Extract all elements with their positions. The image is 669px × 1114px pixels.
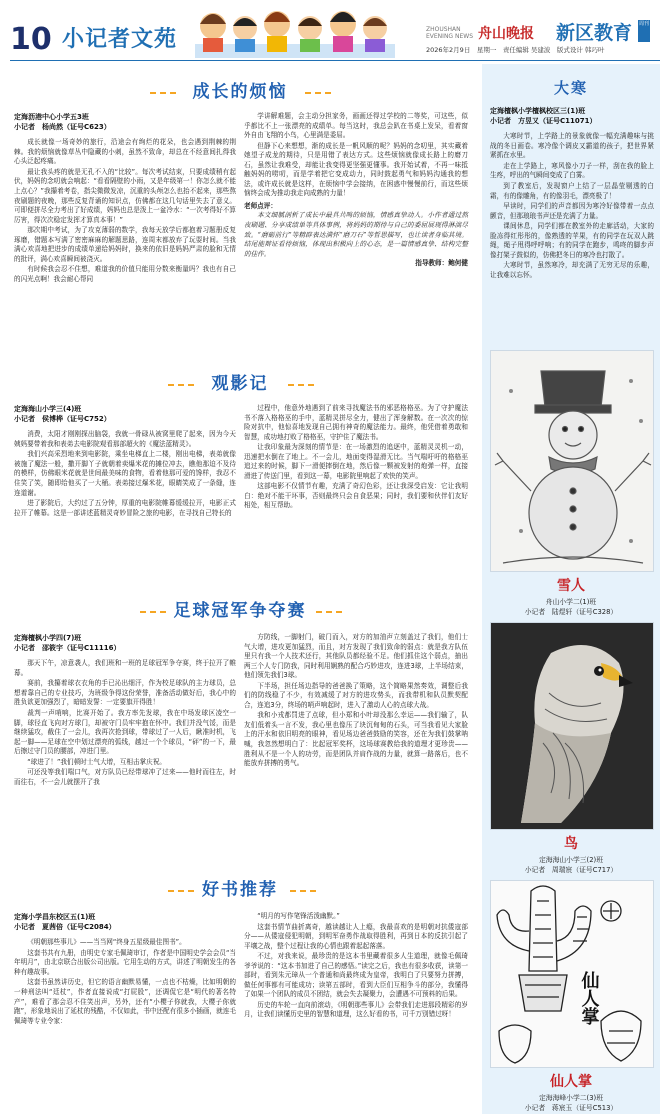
drawing-caption-snowman: 舟山小学二(1)班 小记者 陆煜轩（证号C328） [524, 598, 618, 616]
article4-school: 定海小学昌东校区五(1)班 [14, 913, 96, 921]
cactus-inner-text: 仙人掌 [578, 971, 600, 1025]
paragraph: “明月的写作笔锋活泼幽默。” [257, 912, 340, 920]
paragraph: 让我印象最为深刻的情节是：在一场激烈的追逐中，蓝精灵灵机一动，迅速把水倒在了地上。不一会儿，地面变得湿滑无比。当气喘吁吁的格格巫追过来的时候，脚下一滑便摔倒在地，然后像一颗被发射的炮弹一样，直接滑进了传送门里，看到这一幕，电影院里响起了欢快的笑声。 [244, 443, 468, 480]
title-decoration [316, 611, 342, 613]
edition-badge: 周刊 [638, 20, 650, 42]
paragraph: 大寒时节，虽然寒冷，却充满了无穷无尽的乐趣，让我难以忘怀。 [490, 261, 654, 279]
paragraph: 消费，太阳才刚刚探出脑袋，我就一骨碌从被窝里爬了起来，因为今天姨妈要带着我和表弟去电影院观看那部超火的《魔法蓝精灵》。 [14, 430, 236, 448]
paragraph: 这套书情节曲折离奇，越读越让人上瘾，我最喜欢的是明朝对抗倭寇部分——从倭寇侵犯明朝，到明军奋勇作战取得胜利，再到日本的反抗引起了平壤之战，整个过程让我的心情也跟着起起落落。 [244, 922, 468, 950]
section-title: 小记者文苑 [62, 27, 178, 52]
article1-col2 [244, 112, 468, 269]
paragraph: 我和小戎都罚进了点球，但小郑和小叶却没那么幸运——我们输了，队友们低着头一言不发，我心里也像压了块沉甸甸的石头，可当我看见大家脸上的汗水和依旧明亮的眼神，看见场边爸爸鼓励的笑容，还在为我们鼓掌呐喊，我忽然想明白了：比起冠军奖杯，这场球赛教给我的道理才更珍贵——胜利从不是一个人的功劳，而是团队并肩作战的力量，就算一路落后，也不能放弃拼搏的勇气。 [244, 711, 468, 768]
paragraph: 学讲解难题，会主动分担家务，画画还得过学校的二等奖，可这些，似乎都比不上一张漂亮的成绩单。每当这时，我总会趴在书桌上发呆，看着窗外自由飞翔的小鸟，心里满是委屈。 [244, 112, 468, 140]
article-title-movie: 观影记 [211, 374, 269, 394]
paragraph: 裁判一声哨响，比赛开始了。我方率先发球，我在中场发球区凌空一脚，球径直飞向对方球门，却被守门员牢牢抱在怀中。我们并没气馁，而是继续猛攻，截住了一会儿，我再次抢到球，带球过了一人后，瞅准时机，飞起一脚——足球在空中划过漂亮的弧线，越过一个个球员，“砰”的一下，最后擦过守门员的腰部，冲进门里。 [14, 709, 236, 756]
paragraph: 历史的车轮一直向前滚动，《明朝那些事儿》会带我们走进那段精彩的岁月，让我们读懂历史里的智慧和道理，这么好看的书，可千万别错过呀！ [244, 1000, 468, 1019]
article3-author: 小记者 邵筱宇（证号C11116） [14, 644, 121, 653]
title-decoration [305, 92, 331, 94]
drawing-title-cactus: 仙人掌 [550, 1074, 592, 1090]
paragraph: 我们兴高采烈地来到电影院，乘坐电梯直上二楼，刚出电梯，表弟就像被施了魔法一般，撒开脚丫子就朝着卖爆米花的摊位冲去，瞧他那迫不及待的模样，仿佛眼米花就是世间最美味的食物，看着他那可爱的馋样，我忍不住笑了笑，随即给他买了一大桶。表弟接过爆米花，眼睛笑成了一条缝，连连道谢。 [14, 450, 236, 497]
article4-col1 [14, 912, 236, 1027]
paragraph: 那次期中考试，为了攻克薄弱的数学，我每天放学后都抱着习题册反复琢磨，错题本写满了密密麻麻的解题思路，连周末都放弃了玩耍时间。当我满心欢喜地把进步的成绩单递给妈妈时，换来的依旧是妈妈严肃的脸和无情的批评，满心欢喜瞬间被浇灭。 [14, 226, 236, 263]
article3-col2 [244, 633, 468, 770]
page-number: 10 [10, 22, 52, 57]
teacher-comment: 本文细腻剖析了成长中最具共鸣的烦恼，情感真挚动人。小作者通过熬夜刷题、分享成绩单等具体事例，将妈妈的期待与自己的委屈展现得淋漓尽致。“磨砺前行”等精辟表达满怀“磨刀石”等哲思描写，也让读者身临其境。结尾能辩证看待烦恼，体现出积极向上的心态，是一篇情感真挚、结构完整的佳作。 [244, 211, 468, 258]
edition-title: 新区教育 [556, 22, 633, 44]
paragraph: “球进了！”我们顿时士气大增，互相击掌庆祝。 [27, 757, 166, 766]
article2-col2 [244, 404, 468, 512]
paragraph: 成长就像一场奇妙的旅行，沿途会有绚烂的花朵，也会遇到荆棘的荆棘。我的烦恼就像草丛中隐藏的小刺，虽然不致命，却总在不经意间扎得我心头泛起疼痛。 [14, 138, 236, 166]
paragraph: 赛前，我攥着球衣衣角的手已沁出细汗，作为校足球队的主力球员，总想着靠自己的专业技巧，为班级争得这份荣誉，准备活动做好后，我心中的胜负欲更加强烈了，暗暗发誓：一定要旗开得胜！ [14, 679, 236, 707]
cactus-icon [491, 881, 654, 1068]
article1-school: 定海沥港中心小学五3班 [14, 113, 89, 121]
paragraph: 大寒时节，上学路上的景象就像一幅充满趣味与挑战的冬日画卷。寒冷像个调皮又霸道的孩子，把世界紧紧抓在水里。 [490, 132, 654, 160]
paragraph: 这部电影不仅情节有趣，充满了奇幻色彩，还让我深受启发：它让我明白：绝对不能干坏事，否则最终只会自食恶果；同时，我们要和伙伴们友好相处，相互帮助。 [244, 482, 468, 510]
paragraph: 这套书共有九册，由明史专家毛佩琦审订，作者是中国明史学会会员“当年明月”，由北京联合出版公司出版。它用生动的方式，讲述了明朝发生的各种有趣故事。 [14, 948, 236, 976]
snowman-icon [491, 351, 654, 572]
paragraph: 课间休息，同学们都在教室外的走廊活动，大家的脸冻得红彤彤的，像熟透的苹果，有的同学在玩双人跳绳，绳子甩得呼呼响；有的同学在跑步，鸣咚的脚步声像打架子鼓似的，仿佛把冬日的寒冷也打散了。 [490, 222, 654, 259]
right-article-body [490, 106, 654, 281]
paragraph: 那天下午，凉意袭人，我们班和一班的足球冠军争夺赛，终于拉开了帷幕。 [14, 659, 236, 677]
drawing-caption-bird: 定海海山小学三(2)班 小记者 周瑞宸（证号C717） [524, 856, 618, 874]
article2-school: 定海海山小学三(4)班 [14, 405, 82, 413]
article-title-book: 好书推荐 [202, 880, 278, 900]
right-sidebar [482, 64, 660, 1114]
teacher-signature: 指导教师：鲍何健 [415, 259, 468, 268]
paragraph: 方防线，一脚射门，破门而入，对方的加油声立刻盖过了我们，他们士气大增，进攻更加猛烈，而且，对方发现了我们致命的弱点：就是我方队伍里只有我一个人技术还行，其他队员都经验不足。他们抓住这个弱点，抽出两三个人专门防我，同时利用娴熟的配合巧妙进攻，连进3球，上半场结束，他们领先我们3球。 [244, 633, 468, 680]
article-title-football: 足球冠军争夺赛 [173, 601, 307, 621]
right-article-school: 定海檀枫小学檀枫校区三(1)班 [490, 107, 586, 115]
drawing-caption-cactus: 定海海峰小学二(3)班 小记者 蒋宸玉（证号C513） [524, 1094, 618, 1112]
date-line: 2026年2月9日 星期一 责任编辑 吴建波 版式设计 韩巧叶 [426, 46, 605, 54]
teacher-comment-heading: 老师点评： [244, 201, 277, 210]
paragraph: 有时候我会忍不住想，难道我的价值只能用分数来衡量吗？我也有自己的闪光点啊！我会耐心帮同 [14, 265, 236, 283]
paragraph: 不过，对我来说，最珍贵的是这本书里藏着很多人生道理，就像毛佩琦爷爷说的：“这本书加进了自己的感悟。”读完之后，我也有很多收获，读第一部时，看到朱元璋从一个普通和尚最终成为皇帝，我明白了只要努力拼搏，做任何事都有可能成功；读第五部时，看到大臣们互相争斗的部分，我懂得了如果一个团队的成员不团结，就会失去凝聚力，会遭遇不可预料的后果。 [244, 952, 468, 999]
paragraph: 进了影院后，大约过了五分钟，厚重的电影院帷幕缓缓拉开，电影正式拉开了帷幕。这是一部讲述蓝精灵奇妙冒险之旅的电影，在寻找自己特长的 [14, 499, 236, 517]
article3-school: 定海檀枫小学四(7)班 [14, 634, 82, 642]
paragraph: 到了教室后，发现窗户上结了一层晶莹剔透的白霜，有的像雕角，有的像羽毛，漂亮极了！ [490, 182, 654, 200]
header-divider [10, 60, 660, 61]
title-decoration [290, 890, 316, 892]
paragraph: 这套书虽然讲历史，但它的语言幽默易懂，一点也不枯燥，比如明朝的一种刑法叫“廷杖”，作者直接说成“打屁股”，还调侃它是“明代的著名特产”，难看了那会忍不住笑出声，另外，还有“小樱子你就我，大樱子你就跑”，形象地说出了延杖的残酷，不仅如此，书中还配有很多小插画，就连毛佩琦等专业令家： [14, 978, 236, 1025]
paragraph: 走在上学路上，寒风像小刀子一样，刮在我的脸上生疼，呼出的气瞬间变成了白雾。 [490, 161, 654, 180]
bird-drawing [490, 622, 654, 830]
article3-col1 [14, 633, 236, 788]
paper-english-name: ZHOUSHAN EVENING NEWS [426, 26, 474, 41]
paragraph: 过程中，他意外地遇到了前来寻找魔法书的邪恶格格巫。为了守护魔法书不落入格格巫的手中，蓝精灵拼尽全力，健出了浑身解数。在一次次的惊险对抗中，他惊喜地发现自己拥有神奇的魔法能力。最终，他凭借着勇敢和智慧，成功地打败了格格巫，守护住了魔法书。 [244, 404, 468, 441]
article4-col2 [244, 912, 468, 1021]
cactus-drawing [490, 880, 654, 1068]
drawing-title-snowman: 雪人 [557, 578, 585, 594]
right-article-author: 小记者 方昱又（证号C11071） [490, 117, 597, 126]
children-illustration [195, 4, 395, 58]
drawing-title-bird: 鸟 [564, 836, 578, 852]
article2-author: 小记者 侯博桦（证号C752） [14, 415, 111, 424]
article1-col1 [14, 112, 236, 285]
paragraph: 下半场，担任场边指导的爸爸换了策略，这个简略果然奏效，调整后我们的防线稳了不少，有效减缓了对方的进攻势头，而我带机和队员默契配合，连追3分，终场的哨声响起时，进入了激动人心的点球大战。 [244, 681, 468, 709]
paragraph: 早读时，同学们的声音都因为寒冷好像带着一点点颤音，但那琅琅书声还是充满了力量。 [490, 202, 654, 220]
snowman-drawing [490, 350, 654, 572]
page-header [0, 0, 669, 64]
article4-author: 小记者 夏茜倍（证号C2084） [14, 923, 116, 932]
paper-name: 舟山晚报 [478, 26, 534, 42]
article1-author: 小记者 杨尚然（证号C623） [14, 123, 111, 132]
paragraph: 可还没等我们喘口气，对方队员已经带球冲了过来——他时而往左，时而往右，不一会儿就摆开了我 [14, 768, 236, 786]
paragraph: 但静下心来想想，渐的成长是一帆风顺的呢？妈妈的念叨里，其实藏着她望子成龙的期待，只是用错了表达方式。这些烦恼就像成长路上的磨刀石，虽然让我难受，却能让我变得更坚强更懂事。我开始试着，不再一味抵触妈妈的唠叨，而是学着把它变成动力，同时鼓起勇气和妈妈沟通我的想法，或许成长就是这样，在烦恼中学会接纳，在困惑中慢慢前行，而这些烦恼终会成为推动我走向成熟的力量！ [244, 141, 468, 198]
title-decoration [288, 384, 314, 386]
falcon-icon [491, 623, 654, 830]
paragraph: 最让我头疼的就是无孔不入的“比较”。每次考试结束，只要成绩稍有起伏，妈妈的念叨就会响起：“看看隔壁的小雨，又是年级第一！你怎么就不能上点心？”我攥着考卷，指尖微微发凉，沉重的头颅怎么也抬不起来，那些熬夜刷题的夜晚，那些反复背诵的知识点，仿佛都在这几句话里失去了意义。可即便拼尽全力考出了好成绩，妈妈也总是泼上一盆冷水：“一次考得好不算厉害，得次次稳定发挥才算真本事！” [14, 167, 236, 224]
paragraph: 《明朝那些事儿》——当当网“终身五星级最佳图书”。 [27, 938, 186, 947]
article-title-growth: 成长的烦恼 [192, 82, 288, 102]
right-article-title: 大寒 [553, 79, 588, 97]
article2-col1 [14, 404, 236, 519]
